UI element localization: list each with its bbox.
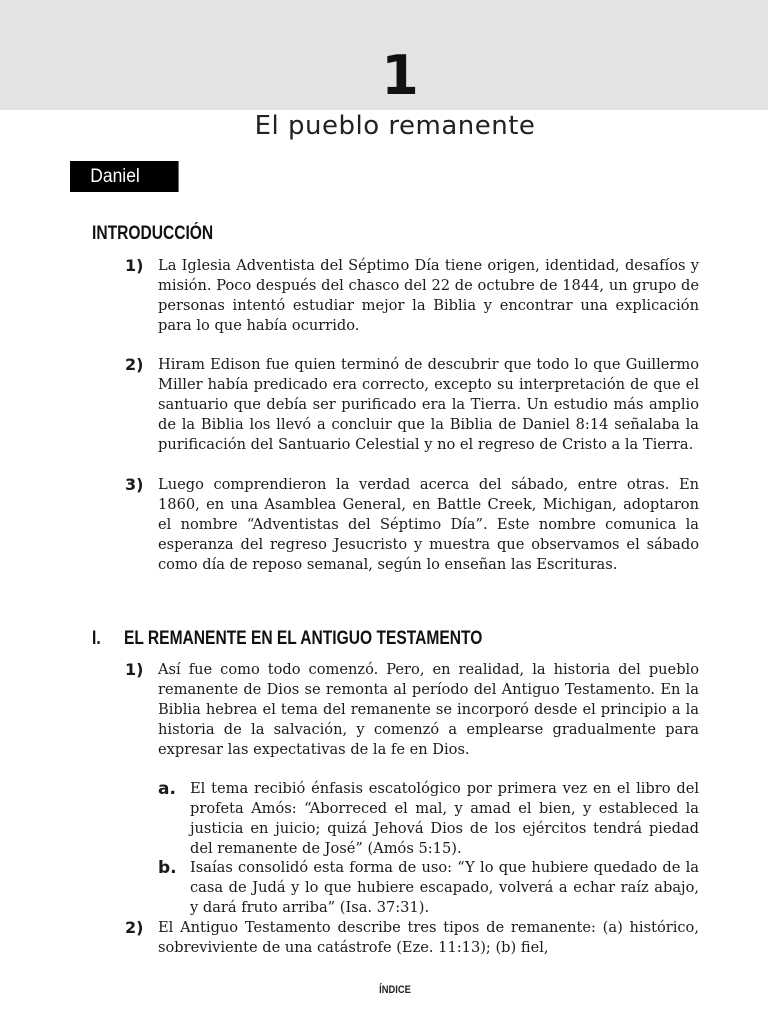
paragraph-text: La Iglesia Adventista del Séptimo Día tiene origen, identidad, desafíos y misión. Poco después del chasco del 22 de octubre de 1844, un grupo de personas intentó estudiar mejor la Biblia y encontrar una explicación para lo que había ocurrido.: [158, 257, 699, 334]
section-title: EL REMANENTE EN EL ANTIGUO TESTAMENTO: [123, 628, 483, 649]
intro-item-3: [125, 475, 699, 575]
paragraph-text: El tema recibió énfasis escatológico por primera vez en el libro del profeta Amós: “Aborreced el mal, y amad el bien, y estableced la justicia en juicio; quizá Jehová Dios de los ejércitos tendrá piedad del remanente de José” (Amós 5:15).: [190, 780, 699, 857]
section-heading-old-testament: [92, 628, 482, 650]
section1-subitem-b: [158, 858, 699, 918]
list-marker: 1): [125, 660, 144, 679]
list-marker: b.: [158, 858, 177, 878]
list-marker: 3): [125, 475, 144, 494]
section-number: I.: [92, 628, 101, 649]
paragraph-text: El Antiguo Testamento describe tres tipos de remanente: (a) histórico, sobreviviente de una catástrofe (Eze. 11:13); (b) fiel,: [158, 919, 699, 956]
chapter-number: 1: [381, 44, 419, 107]
paragraph-text: Isaías consolidó esta forma de uso: “Y lo que hubiere quedado de la casa de Judá y lo que hubiere escapado, volverá a echar raíz abajo, y dará fruto arriba” (Isa. 37:31).: [190, 859, 699, 916]
section1-subitem-a: [158, 779, 699, 859]
paragraph-text: Así fue como todo comenzó. Pero, en realidad, la historia del pueblo remanente de Dios se remonta al período del Antiguo Testamento. En la Biblia hebrea el tema del remanente se incorporó desde el principio a la historia de la salvación, y comenzó a emplearse gradualmente para expresar las expectativas de la fe en Dios.: [158, 661, 699, 758]
scripture-reference-badge: Daniel 8:14: [70, 161, 179, 192]
chapter-title: El pueblo remanente: [254, 111, 536, 141]
intro-heading: INTRODUCCIÓN: [92, 223, 214, 244]
list-marker: 1): [125, 256, 144, 275]
intro-item-2: [125, 355, 699, 455]
index-link[interactable]: ÍNDICE: [379, 984, 411, 996]
list-marker: 2): [125, 355, 144, 374]
section1-item-2: [125, 918, 699, 958]
intro-item-1: [125, 256, 699, 336]
list-marker: a.: [158, 779, 176, 799]
paragraph-text: Hiram Edison fue quien terminó de descubrir que todo lo que Guillermo Miller había predicado era correcto, excepto su interpretación de que el santuario que debía ser purificado era la Tierra. Un estudio más amplio de la Biblia los llevó a concluir que la Biblia de Daniel 8:14 señalaba la purificación del Santuario Celestial y no el regreso de Cristo a la Tierra.: [158, 356, 699, 453]
paragraph-text: Luego comprendieron la verdad acerca del sábado, entre otras. En 1860, en una Asamblea General, en Battle Creek, Michigan, adoptaron el nombre “Adventistas del Séptimo Día”. Este nombre comunica la esperanza del regreso Jesucristo y muestra que observamos el sábado como día de reposo semanal, según lo enseñan las Escrituras.: [158, 476, 699, 573]
list-marker: 2): [125, 918, 144, 937]
section1-item-1: [125, 660, 699, 760]
